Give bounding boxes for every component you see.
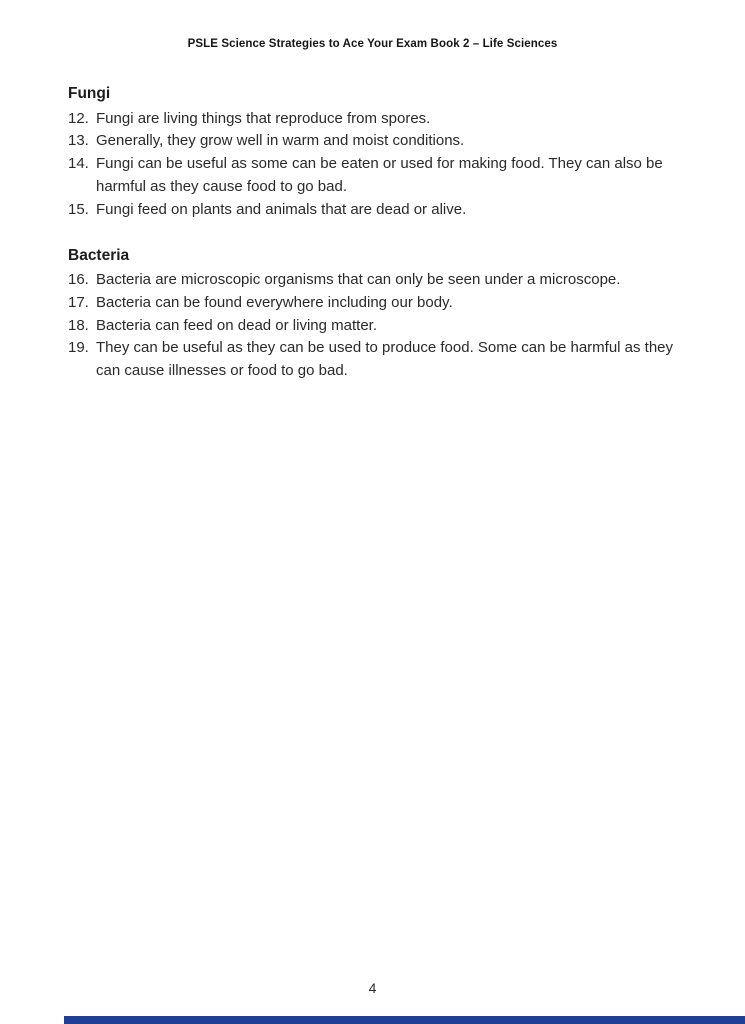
item-number: 17.	[68, 293, 89, 311]
item-number: 14.	[68, 155, 89, 173]
section-fungi	[68, 82, 677, 222]
page-number: 4	[368, 980, 377, 996]
page-content	[68, 82, 677, 383]
item-text: Fungi can be useful as some can be eaten or used for making food. They can also be harmful as they cause food to go bad.	[96, 155, 663, 195]
list-item	[68, 292, 677, 315]
item-text: Generally, they grow well in warm and moist conditions.	[96, 132, 465, 150]
footer-accent-bar	[64, 1016, 745, 1024]
item-text: Bacteria can be found everywhere including our body.	[96, 293, 453, 311]
item-number: 19.	[68, 339, 89, 357]
list-item	[68, 153, 677, 199]
running-header: PSLE Science Strategies to Ace Your Exam Book 2 – Life Sciences	[187, 38, 558, 50]
item-text: Fungi are living things that reproduce from spores.	[96, 109, 431, 127]
list-item	[68, 130, 677, 153]
item-number: 18.	[68, 316, 89, 334]
item-text: They can be useful as they can be used to produce food. Some can be harmful as they can cause illnesses or food to go bad.	[96, 339, 674, 380]
item-number: 15.	[68, 200, 89, 218]
list-item	[68, 199, 677, 222]
list-item	[68, 269, 677, 292]
item-text: Fungi feed on plants and animals that are dead or alive.	[96, 200, 467, 218]
list-item	[68, 108, 677, 131]
item-text: Bacteria are microscopic organisms that can only be seen under a microscope.	[96, 271, 621, 289]
list-item	[68, 337, 677, 383]
list-item	[68, 315, 677, 338]
item-number: 13.	[68, 132, 89, 150]
section-heading: Fungi	[68, 85, 111, 102]
item-number: 16.	[68, 271, 89, 289]
section-heading: Bacteria	[68, 246, 130, 264]
item-text: Bacteria can feed on dead or living matter.	[96, 316, 378, 334]
section-bacteria	[68, 244, 677, 384]
item-number: 12.	[68, 109, 89, 127]
